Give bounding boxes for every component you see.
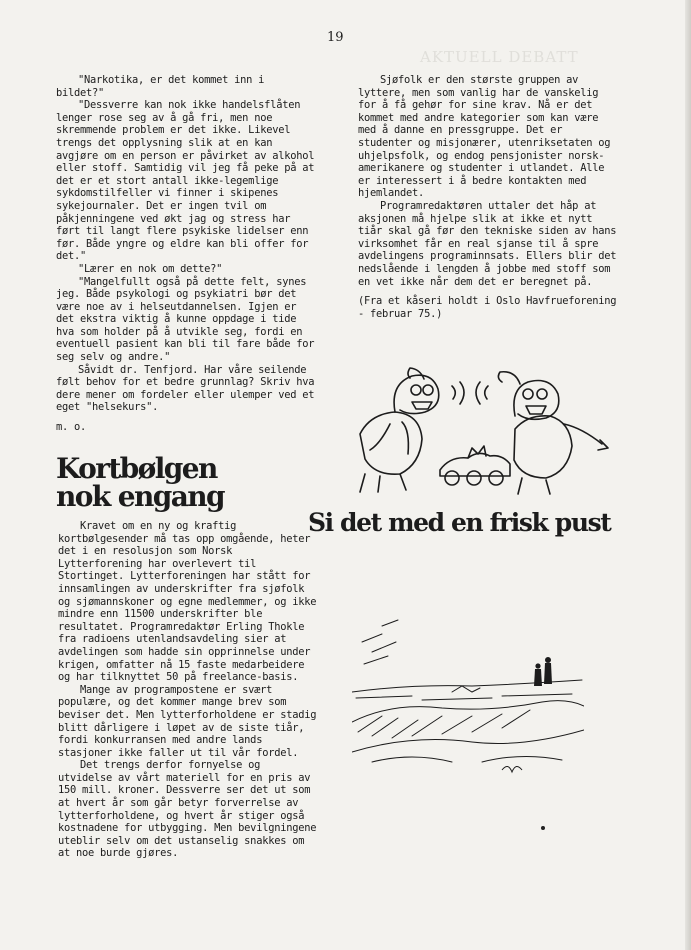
interview-continuation <box>56 74 318 434</box>
paragraph: "Dessverre kan nok ikke handelsflåten lenger rose seg av å gå fri, men noe skremmende problem er det ikke. Likevel trengs det opplysning slik at en kan avgjøre om en person er påvirket av alkohol eller stoff. Samtidig vil jeg få peke på at det er et stort antall ikke-legemlige sykdomstilfeller vi finner i skipenes sykejournaler. Det er ingen tvil om påkjenningene ved økt jag og stress har ført til langt flere psykiske lidelser enn før. Både yngre og eldre kan bli offer for det." <box>56 99 315 263</box>
shortwave-article-body <box>58 520 320 860</box>
page-edge <box>685 0 691 950</box>
paragraph: Programredaktøren uttaler det håp at aksjonen må hjelpe slik at ikke et nytt tiår skal gå før den tekniske siden av hans virksomhet får en real sjanse til å spre avdelingens programinnsats. Ellers blir det nedslående i lengden å jobbe med stoff som en vet ikke når dem det er beregnet på. <box>358 199 617 288</box>
author-signature: m. o. <box>56 421 87 434</box>
paragraph: "Mangelfullt også på dette felt, synes jeg. Både psykologi og psykiatri bør det være noe av i helseutdannelsen. Igjen er det ekstra viktig å kunne oppdage i tide hva som holder på å utvikle seg, fordi en eventuell pasient kan bli til fare både for seg selv og andre." <box>56 275 315 364</box>
source-note: (Fra et kåseri holdt i Oslo Havfrueforening - februar 75.) <box>358 295 617 320</box>
paragraph: Det trengs derfor fornyelse og utvidelse av vårt materiell for en pris av 150 mill. kroner. Dessverre ser det ut som at hvert år som går betyr forverrelse av lytterforholdene, og hvert år stiger også kostnadene for utbygging. Men bevilgningene uteblir selv om det ustanselig snakkes om at noe burde gjøres. <box>58 759 317 860</box>
paragraph: Sjøfolk er den største gruppen av lyttere, men som vanlig har de vanskelig for å få gehør for sine krav. Nå er det kommet med andre kategorier som kan være med å danne en pressgruppe. Det er studenter og misjonærer, utenriksetaten og uhjelpsfolk, og endog pensjonister norsk-amerikanere og studenter i utlandet. Alle er interessert i å bedre kontakten med hjemlandet. <box>358 74 611 200</box>
show-through-text: AKTUELL DEBATT <box>420 48 579 66</box>
paragraph: Såvidt dr. Tenfjord. Har våre seilende følt behov for et bedre grunnlag? Skriv hva dere mener om fordeler eller ulemper ved et eget "helsekurs". <box>56 363 315 414</box>
paragraph: "Lærer en nok om dette?" <box>78 262 223 275</box>
shortwave-article-continuation <box>358 74 620 320</box>
article-headline <box>56 452 326 513</box>
ad-slogan: Si det med en frisk pust <box>308 508 611 537</box>
ink-dot <box>541 826 545 830</box>
arguing-men-cartoon <box>350 364 610 499</box>
paragraph: Kravet om en ny og kraftig kortbølgesender må tas opp omgående, heter det i en resolusjon som Norsk Lytterforening har overlevert til Stortinget. Lytterforeningen har stått for innsamlingen av underskrifter fra sjøfolk og sjømannskoner og egne medlemmer, og ikke mindre enn 11500 underskrifter ble resultatet. Programredaktør Erling Thokle fra radioens utenlandsavdeling sier at avdelingen som hadde sin opprinnelse under krigen, omfatter nå 15 faste medarbeidere og har tilknyttet 50 på freelance-basis. <box>58 520 317 684</box>
headline-line: nok engang <box>56 480 225 513</box>
coastal-couple-sketch <box>352 612 584 782</box>
headline-line: Kortbølgen <box>56 452 217 485</box>
paragraph: "Narkotika, er det kommet inn i bildet?" <box>56 74 265 99</box>
page-number: 19 <box>327 30 344 45</box>
paragraph: Mange av programpostene er svært populære, og det kommer mange brev som beviser det. Men lytterforholdene er stadig blitt dårligere i løpet av de siste tiår, fordi konkurransen med andre lands stasjoner ikke faller ut til vår fordel. <box>58 683 317 759</box>
